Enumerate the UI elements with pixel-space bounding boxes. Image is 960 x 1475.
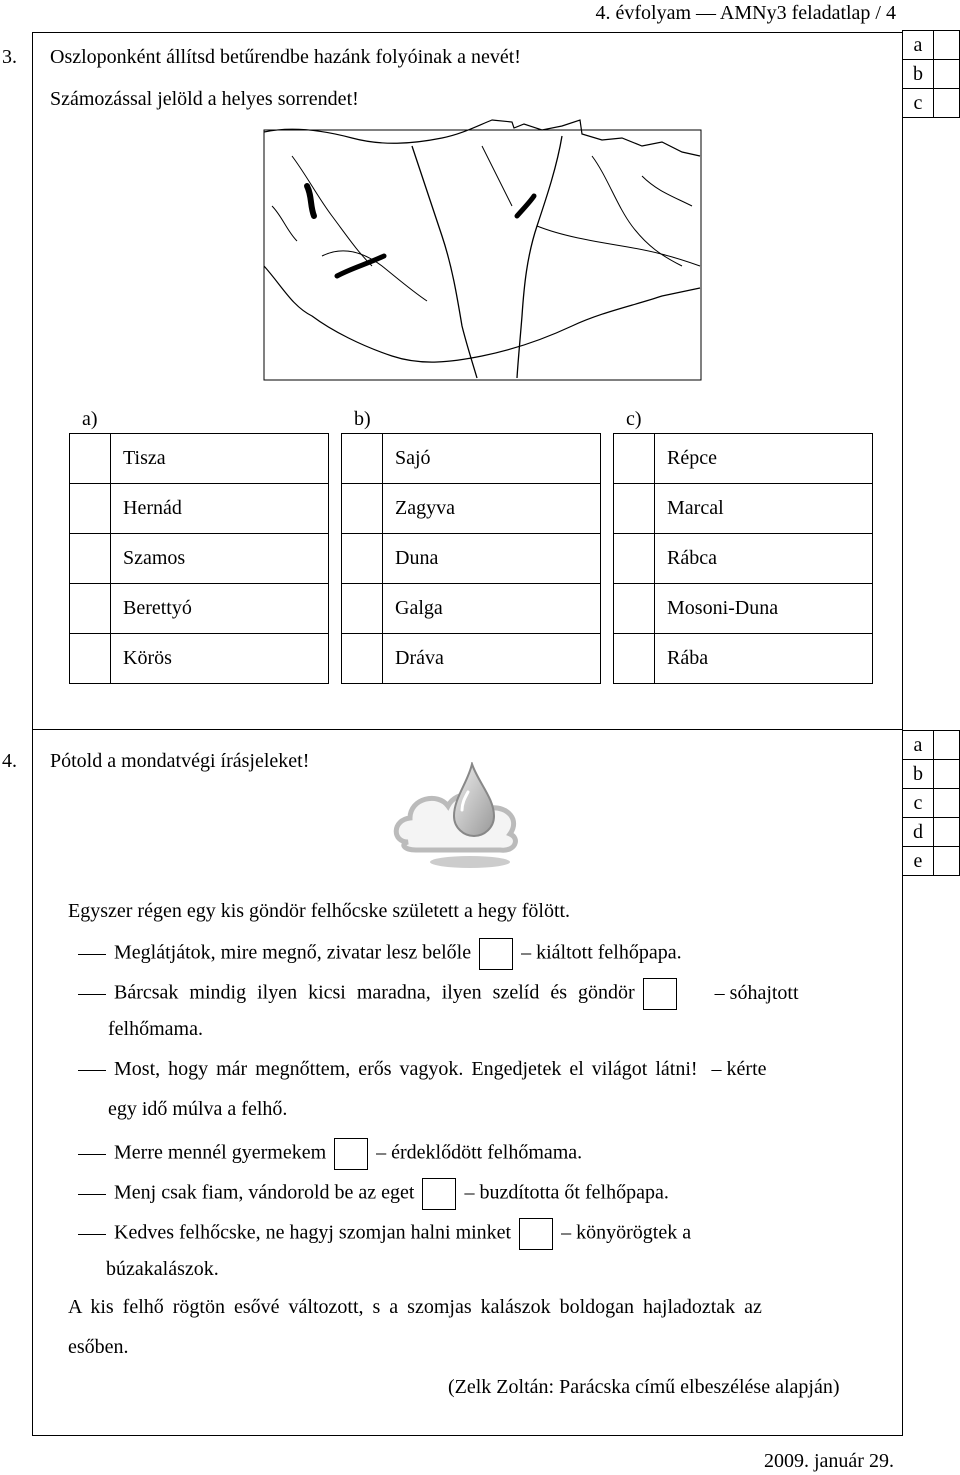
story-text: Most, hogy már megnőttem, erős vagyok. Engedjetek el világot látni! — [114, 1058, 698, 1080]
number-cell[interactable] — [614, 434, 655, 484]
column-b-label: b) — [354, 408, 371, 430]
score-row-a — [903, 730, 959, 759]
score-label: a — [903, 731, 934, 759]
frame-bottom — [32, 1435, 902, 1436]
story-text: – kérte — [711, 1058, 767, 1080]
score-label: b — [903, 760, 934, 788]
score-label: e — [903, 847, 934, 875]
hungary-river-map — [262, 116, 704, 382]
story-text: – buzdította őt felhőpapa. — [464, 1181, 669, 1204]
river-name: Sajó — [383, 434, 601, 484]
story-text: – sóhajtott — [714, 981, 799, 1004]
story-ending-2: esőben. — [68, 1336, 129, 1358]
score-row-c — [903, 788, 959, 817]
score-row-b — [903, 759, 959, 788]
task4-instruction: Pótold a mondatvégi írásjeleket! — [50, 750, 310, 772]
story-line-3 — [78, 1058, 767, 1081]
table-row — [342, 534, 601, 584]
section-divider — [32, 729, 902, 730]
table-row — [614, 484, 873, 534]
story-text: Menj csak fiam, vándorold be az eget — [114, 1181, 415, 1204]
score-label: c — [903, 789, 934, 817]
dash-icon — [78, 1154, 106, 1155]
river-name: Répce — [655, 434, 873, 484]
score-label: b — [903, 60, 934, 88]
table-row — [70, 534, 329, 584]
river-table-c — [613, 433, 873, 684]
table-row — [342, 434, 601, 484]
number-cell[interactable] — [342, 584, 383, 634]
task4-number: 4. — [2, 750, 17, 772]
river-name: Mosoni-Duna — [655, 584, 873, 634]
column-c-label: c) — [626, 408, 642, 430]
score-row-a — [903, 30, 959, 59]
story-line-2 — [78, 978, 799, 1010]
number-cell[interactable] — [614, 484, 655, 534]
story-text: Meglátjátok, mire megnő, zivatar lesz belőle — [114, 941, 472, 964]
story-line-6 — [78, 1218, 691, 1250]
table-row — [70, 634, 329, 684]
river-table-b — [341, 433, 601, 684]
frame-top — [32, 32, 902, 33]
river-name: Körös — [111, 634, 329, 684]
table-row — [70, 484, 329, 534]
number-cell[interactable] — [614, 634, 655, 684]
score-row-e — [903, 846, 959, 876]
table-row — [614, 534, 873, 584]
number-cell[interactable] — [614, 584, 655, 634]
story-text: Kedves felhőcske, ne hagyj szomjan halni minket — [114, 1221, 512, 1244]
dash-icon — [78, 994, 106, 995]
story-line-4 — [78, 1138, 582, 1170]
river-name: Marcal — [655, 484, 873, 534]
dash-icon — [78, 1070, 106, 1071]
punctuation-box-d[interactable] — [422, 1178, 456, 1210]
river-name: Hernád — [111, 484, 329, 534]
story-text: Bárcsak mindig ilyen kicsi maradna, ilyen szelíd és göndör — [114, 981, 635, 1004]
story-line-6-cont: búzakalászok. — [106, 1258, 219, 1280]
river-name: Rába — [655, 634, 873, 684]
page-header: 4. évfolyam — AMNy3 feladatlap / 4 — [595, 2, 896, 24]
punctuation-box-c[interactable] — [334, 1138, 368, 1170]
table-row — [70, 434, 329, 484]
score-row-d — [903, 817, 959, 846]
number-cell[interactable] — [70, 584, 111, 634]
table-row — [342, 484, 601, 534]
footer-date: 2009. január 29. — [764, 1450, 894, 1472]
score-label: a — [903, 31, 934, 59]
dash-icon — [78, 1194, 106, 1195]
table-row — [342, 584, 601, 634]
story-line-2-cont: felhőmama. — [108, 1018, 203, 1040]
number-cell[interactable] — [70, 534, 111, 584]
task3-instruction-1: Oszloponként állítsd betűrendbe hazánk folyóinak a nevét! — [50, 46, 521, 68]
task3-number: 3. — [2, 46, 17, 68]
river-name: Dráva — [383, 634, 601, 684]
number-cell[interactable] — [614, 534, 655, 584]
table-row — [614, 434, 873, 484]
punctuation-box-b[interactable] — [643, 978, 677, 1010]
table-row — [342, 634, 601, 684]
number-cell[interactable] — [342, 634, 383, 684]
table-row — [614, 584, 873, 634]
number-cell[interactable] — [70, 434, 111, 484]
story-line-1 — [78, 938, 682, 970]
number-cell[interactable] — [342, 484, 383, 534]
river-name: Zagyva — [383, 484, 601, 534]
river-name: Rábca — [655, 534, 873, 584]
score-label: c — [903, 89, 934, 117]
punctuation-box-e[interactable] — [519, 1218, 553, 1250]
story-text: Merre mennél gyermekem — [114, 1141, 327, 1164]
table-row — [614, 634, 873, 684]
river-table-a — [69, 433, 329, 684]
column-a-label: a) — [82, 408, 98, 430]
score-row-c — [903, 88, 959, 118]
score-label: d — [903, 818, 934, 846]
story-text: – könyörögtek a — [561, 1221, 692, 1244]
story-ending-1: A kis felhő rögtön esővé változott, s a szomjas kalászok boldogan hajladoztak az — [68, 1296, 762, 1318]
story-source: (Zelk Zoltán: Parácska című elbeszélése alapján) — [448, 1376, 840, 1398]
number-cell[interactable] — [70, 634, 111, 684]
story-line-3-cont: egy idő múlva a felhő. — [108, 1098, 288, 1120]
river-name: Tisza — [111, 434, 329, 484]
task3-instruction-2: Számozással jelöld a helyes sorrendet! — [50, 88, 359, 110]
story-text: – érdeklődött felhőmama. — [376, 1141, 583, 1164]
table-row — [70, 584, 329, 634]
task4-score-box — [902, 730, 960, 876]
cloud-raindrop-icon — [388, 762, 528, 872]
story-text: – kiáltott felhőpapa. — [521, 941, 682, 964]
river-name: Galga — [383, 584, 601, 634]
dash-icon — [78, 954, 106, 955]
frame-left — [32, 32, 33, 1436]
punctuation-box-a[interactable] — [479, 938, 513, 970]
river-name: Berettyó — [111, 584, 329, 634]
river-name: Duna — [383, 534, 601, 584]
number-cell[interactable] — [70, 484, 111, 534]
river-name: Szamos — [111, 534, 329, 584]
dash-icon — [78, 1234, 106, 1235]
score-row-b — [903, 59, 959, 88]
number-cell[interactable] — [342, 434, 383, 484]
story-intro: Egyszer régen egy kis göndör felhőcske született a hegy fölött. — [68, 900, 571, 922]
task3-score-box — [902, 30, 960, 118]
number-cell[interactable] — [342, 534, 383, 584]
story-line-5 — [78, 1178, 669, 1210]
